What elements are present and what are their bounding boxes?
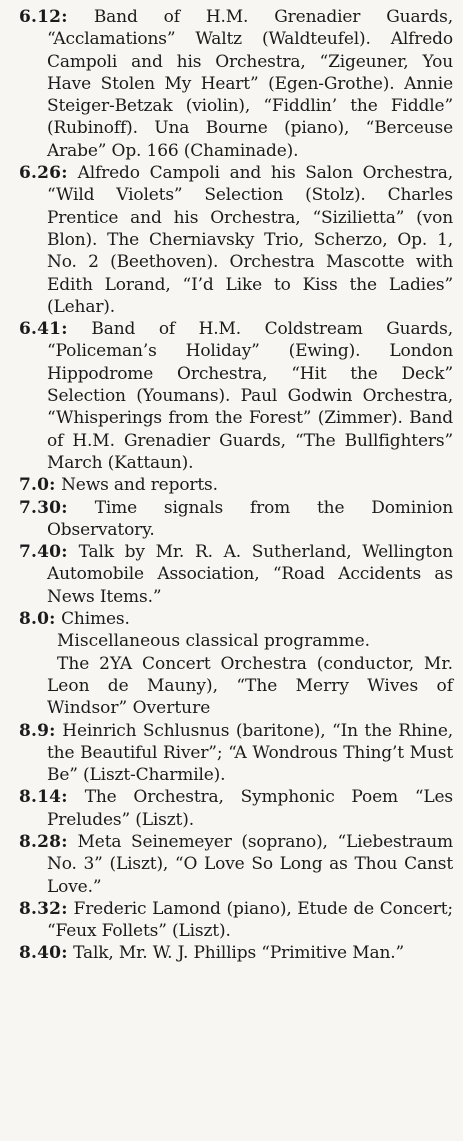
entry-time: 6.41: — [19, 319, 68, 340]
entry-time: 8.28: — [19, 831, 68, 852]
programme-entry-0828 — [19, 831, 453, 898]
programme-entry-0809 — [19, 720, 453, 787]
programme-entry-0840 — [19, 942, 453, 964]
programme-subline: The 2YA Concert Orchestra (conductor, Mr. Leon de Mauny), “The Merry Wives of Windsor” Overture — [47, 653, 453, 719]
programme-entry-0612 — [19, 6, 453, 162]
programme-entry-0832 — [19, 898, 453, 943]
programme-entry-0740 — [19, 541, 453, 608]
entry-time: 7.0: — [19, 475, 56, 496]
programme-subline: Miscellaneous classical programme. — [57, 631, 371, 652]
programme-entry-0700 — [19, 474, 453, 496]
entry-time: 8.32: — [19, 898, 68, 919]
entry-text: Chimes. — [61, 609, 130, 630]
programme-entry-0641 — [19, 318, 453, 474]
programme-entry-0800 — [19, 608, 453, 630]
entry-time: 8.40: — [19, 943, 68, 964]
entry-time: 6.26: — [19, 163, 68, 184]
entry-text: Talk by Mr. R. A. Sutherland, Wellington Automobile Association, “Road Accidents as News Items.” — [47, 542, 453, 607]
entry-text: Frederic Lamond (piano), Etude de Concert; “Feux Follets” (Liszt). — [47, 898, 453, 942]
entry-time: 6.12: — [19, 7, 68, 27]
programme-entry-0814 — [19, 786, 453, 831]
entry-time: 8.0: — [19, 609, 56, 630]
entry-text: Talk, Mr. W. J. Phillips “Primitive Man.” — [73, 943, 405, 964]
programme-entry-0626 — [19, 162, 453, 318]
entry-text: Alfredo Campoli and his Salon Orchestra, “Wild Violets” Selection (Stolz). Charles Prentice and his Orchestra, “Sizilietta” (von Blon). The Cherniavsky Trio, Scherzo, Op. 1, No. 2 (Beethoven). Orchestra Mascotte with Edith Lorand, “I’d Like to Kiss the Ladies” (Lehar). — [47, 163, 453, 317]
entry-time: 8.9: — [19, 720, 56, 741]
entry-time: 8.14: — [19, 787, 68, 808]
entry-text: Band of H.M. Grenadier Guards, “Acclamations” Waltz (Waldteufel). Alfredo Campoli and his Orchestra, “Zigeuner, You Have Stolen My Heart” (Egen-Grothe). Annie Steiger-Betzak (violin), “Fiddlin’ the Fiddle” (Rubinoff). Una Bourne (piano), “Berceuse Arabe” Op. 166 (Chaminade). — [47, 7, 453, 161]
entry-text: News and reports. — [61, 475, 218, 496]
entry-text: Time signals from the Dominion Observatory. — [47, 497, 454, 540]
entry-time: 7.30: — [19, 497, 68, 518]
entry-text: Band of H.M. Coldstream Guards, “Policeman’s Holiday” (Ewing). London Hippodrome Orchestra, “Hit the Deck” Selection (Youmans). Paul Godwin Orchestra, “Whisperings from the Forest” (Zimmer). Band of H.M. Grenadier Guards, “The Bullfighters” March (Kattaun). — [47, 319, 453, 473]
entry-text: Heinrich Schlusnus (baritone), “In the Rhine, the Beautiful River”; “A Wondrous Thing’t Must Be” (Liszt-Charmile). — [47, 720, 453, 786]
entry-text: Meta Seinemeyer (soprano), “Liebestraum No. 3” (Liszt), “O Love So Long as Thou Canst Love.” — [47, 831, 454, 897]
entry-time: 7.40: — [19, 542, 68, 563]
entry-text: The Orchestra, Symphonic Poem “Les Preludes” (Liszt). — [47, 787, 454, 830]
programme-entry-0730 — [19, 497, 453, 542]
